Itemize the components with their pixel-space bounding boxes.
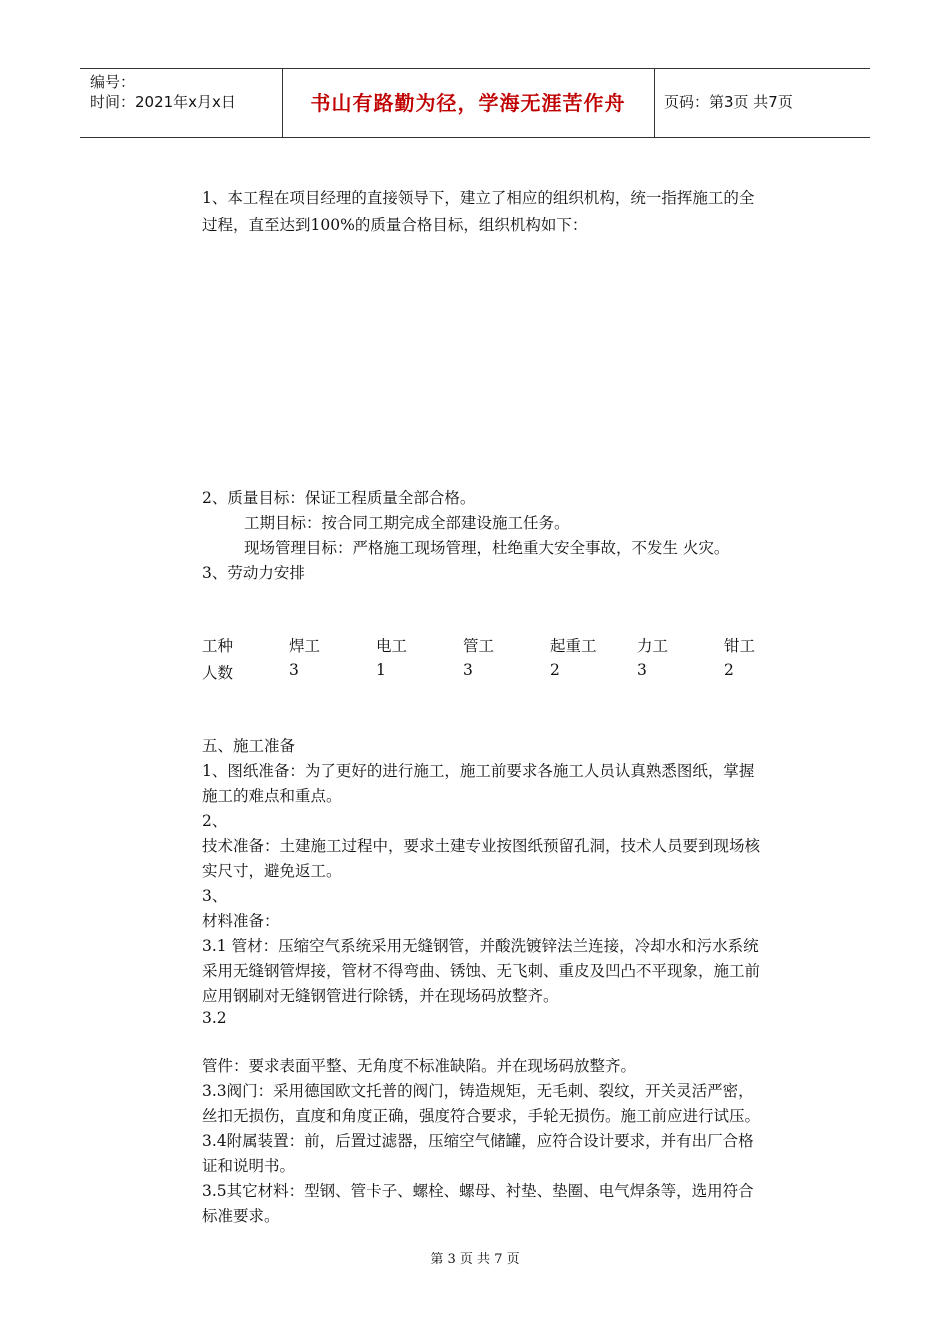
paragraph: 3.3阀门：采用德国欧文托普的阀门，铸造规矩，无毛刺、裂纹，开关灵活严密， — [202, 1082, 754, 1100]
quality-goal: 2、质量目标：保证工程质量全部合格。 — [202, 489, 476, 507]
paragraph: 3.5其它材料：型钢、管卡子、螺栓、螺母、衬垫、垫圈、电气焊条等，选用符合 — [202, 1182, 754, 1200]
paragraph: 技术准备：土建施工过程中，要求土建专业按图纸预留孔洞，技术人员要到现场核 — [202, 837, 761, 855]
table-header-cell: 钳工 — [724, 637, 756, 655]
table-cell: 2 — [724, 661, 734, 679]
document-date: 时间：2021年x月x日 — [90, 93, 236, 111]
paragraph: 施工的难点和重点。 — [202, 787, 342, 805]
table-cell: 3 — [463, 661, 473, 679]
item-number: 3.2 — [202, 1009, 227, 1027]
header-motto: 书山有路勤为径，学海无涯苦作舟 — [310, 91, 626, 115]
table-header-cell: 电工 — [376, 637, 408, 655]
header-meta — [90, 72, 236, 112]
paragraph: 丝扣无损伤，直度和角度正确，强度符合要求，手轮无损伤。施工前应进行试压。 — [202, 1107, 761, 1125]
paragraph: 应用钢刷对无缝钢管进行除锈，并在现场码放整齐。 — [202, 987, 559, 1005]
table-cell: 人数 — [202, 664, 234, 682]
page-header — [80, 68, 870, 138]
paragraph: 1、本工程在项目经理的直接领导下，建立了相应的组织机构，统一指挥施工的全 — [202, 189, 755, 207]
paragraph: 1、图纸准备：为了更好的进行施工，施工前要求各施工人员认真熟悉图纸，掌握 — [202, 762, 755, 780]
section-heading: 五、施工准备 — [202, 737, 296, 755]
schedule-goal: 工期目标：按合同工期完成全部建设施工任务。 — [244, 514, 570, 532]
document-number-label: 编号： — [90, 73, 136, 91]
paragraph: 过程，直至达到100%的质量合格目标，组织机构如下： — [202, 216, 588, 234]
paragraph: 3.4附属装置：前，后置过滤器，压缩空气储罐，应符合设计要求，并有出厂合格 — [202, 1132, 754, 1150]
table-header-cell: 焊工 — [289, 637, 321, 655]
paragraph: 证和说明书。 — [202, 1157, 296, 1175]
table-cell: 2 — [550, 661, 560, 679]
table-header-cell: 力工 — [637, 637, 669, 655]
header-page-info: 页码：第3页 共7页 — [664, 93, 793, 111]
paragraph: 材料准备： — [202, 912, 280, 930]
paragraph: 3.1 管材：压缩空气系统采用无缝钢管，并酸洗镀锌法兰连接，冷却水和污水系统 — [202, 937, 759, 955]
item-number: 3、 — [202, 887, 228, 905]
table-cell: 1 — [376, 661, 386, 679]
table-header-cell: 管工 — [463, 637, 495, 655]
paragraph: 管件：要求表面平整、无角度不标准缺陷。并在现场码放整齐。 — [202, 1057, 637, 1075]
paragraph: 标准要求。 — [202, 1207, 280, 1225]
paragraph: 实尺寸，避免返工。 — [202, 862, 342, 880]
table-header-cell: 工种 — [202, 637, 234, 655]
table-header-cell: 起重工 — [550, 637, 597, 655]
paragraph: 采用无缝钢管焊接，管材不得弯曲、锈蚀、无飞刺、重皮及凹凸不平现象，施工前 — [202, 962, 761, 980]
page-footer: 第 3 页 共 7 页 — [430, 1252, 520, 1267]
table-cell: 3 — [289, 661, 299, 679]
header-divider — [654, 69, 655, 137]
table-cell: 3 — [637, 661, 647, 679]
site-goal: 现场管理目标：严格施工现场管理，杜绝重大安全事故，不发生 火灾。 — [244, 539, 730, 557]
labor-heading: 3、劳动力安排 — [202, 564, 305, 582]
item-number: 2、 — [202, 812, 228, 830]
